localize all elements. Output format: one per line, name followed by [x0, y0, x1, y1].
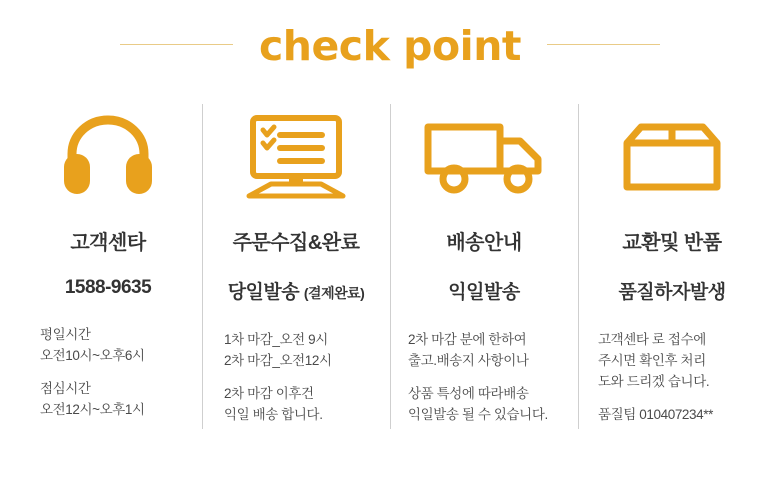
desc-line: 품질팀 010407234**	[598, 406, 713, 422]
desc-line: 오전10시~오후6시	[40, 347, 145, 363]
column-description	[398, 330, 570, 426]
info-column-customer-center	[14, 92, 202, 426]
desc-block	[598, 330, 758, 393]
column-title: 교환및 반품	[622, 232, 722, 254]
desc-line: 익일발송 될 수 있습니다.	[408, 406, 548, 422]
info-column-delivery	[390, 92, 578, 426]
column-subtitle	[228, 277, 365, 304]
delivery-truck-icon	[422, 102, 546, 212]
page-title: check point	[233, 22, 547, 70]
column-title: 고객센타	[70, 232, 146, 254]
column-subtitle-main: 익일발송	[448, 282, 520, 303]
info-column-exchange-return	[578, 92, 766, 426]
desc-line: 고객센타 로 접수에	[598, 332, 706, 347]
info-column-order	[202, 92, 390, 426]
desc-block	[40, 379, 194, 421]
desc-line: 2차 마감_오전12시	[224, 352, 332, 368]
desc-block	[598, 405, 758, 426]
desc-line: 2차 마감 이후건	[224, 385, 314, 401]
column-description	[586, 330, 758, 426]
headset-icon	[60, 102, 156, 212]
desc-block	[408, 330, 570, 372]
desc-line: 오전12시~오후1시	[40, 401, 145, 417]
page-header	[0, 0, 780, 92]
package-box-icon	[617, 102, 727, 212]
desc-block	[224, 330, 382, 372]
column-title: 주문수집&완료	[232, 232, 360, 254]
desc-line: 주시면 확인후 처리	[598, 352, 706, 368]
desc-line: 도와 드리겠 습니다.	[598, 373, 710, 389]
info-columns	[0, 92, 780, 426]
desc-line: 평일시간	[40, 327, 91, 342]
column-subtitle	[618, 277, 725, 304]
desc-block	[40, 325, 194, 367]
order-monitor-icon	[241, 102, 351, 212]
column-subtitle	[65, 277, 151, 299]
column-subtitle-main: 당일발송	[227, 282, 300, 303]
desc-block	[408, 384, 570, 426]
desc-block	[224, 384, 382, 426]
column-subtitle-main: 1588-9635	[64, 277, 152, 298]
desc-line: 출고.배송지 사항이나	[408, 352, 529, 368]
column-title: 배송안내	[446, 232, 522, 254]
desc-line: 2차 마감 분에 한하여	[408, 332, 527, 347]
column-subtitle-main: 품질하자발생	[618, 282, 726, 303]
desc-line: 점심시간	[40, 380, 91, 396]
desc-line: 상품 특성에 따라배송	[408, 385, 529, 401]
desc-line: 1차 마감_오전 9시	[224, 332, 328, 347]
column-subtitle	[448, 277, 519, 304]
column-description	[210, 330, 382, 426]
desc-line: 익일 배송 합니다.	[224, 406, 323, 422]
column-description	[22, 325, 194, 421]
column-subtitle-note: (결제완료)	[303, 285, 365, 301]
